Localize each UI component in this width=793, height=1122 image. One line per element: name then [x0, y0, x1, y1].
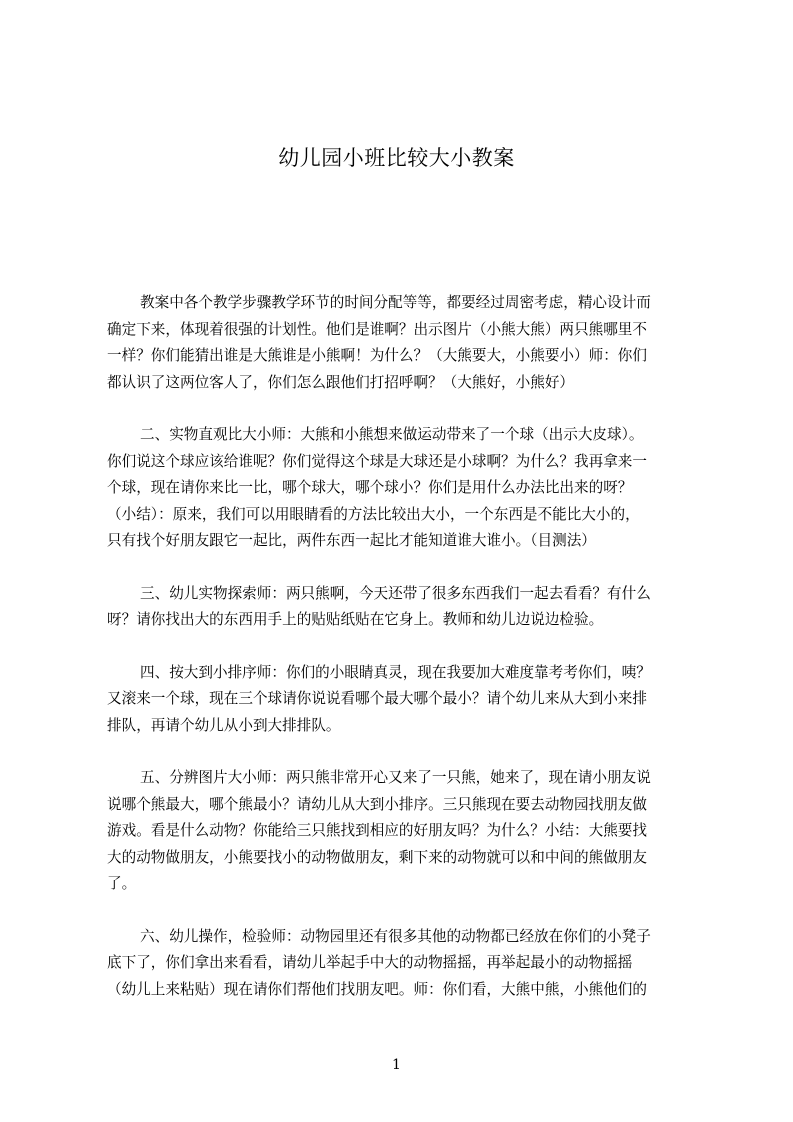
paragraph-intro [107, 290, 700, 396]
paragraph-line: 三、幼儿实物探索师：两只熊啊，今天还带了很多东西我们一起去看看？有什么 [140, 584, 651, 602]
paragraph-section-5 [107, 765, 700, 898]
paragraph-line: 说哪个熊最大，哪个熊最小？请幼儿从大到小排序。三只熊现在要去动物园找朋友做 [107, 795, 647, 813]
paragraph-line: 游戏。看是什么动物？你能给三只熊找到相应的好朋友吗？为什么？小结：大熊要找 [107, 822, 647, 839]
page-number: 1 [392, 1057, 401, 1073]
paragraph-line: 六、幼儿操作，检验师：动物园里还有很多其他的动物都已经放在你们的小凳子 [140, 927, 651, 945]
document-title: 幼儿园小班比较大小教案 [278, 146, 515, 170]
paragraph-line: 都认识了这两位客人了，你们怎么跟他们打招呼啊？（大熊好，小熊好） [107, 373, 575, 391]
paragraph-line: 只有找个好朋友跟它一起比，两件东西一起比才能知道谁大谁小。（目测法） [107, 532, 596, 549]
paragraph-line: 了。 [107, 875, 137, 892]
paragraph-line: 又滚来一个球，现在三个球请你说说看哪个最大哪个最小？请个幼儿来从大到小来排 [107, 690, 647, 707]
paragraph-section-6 [107, 924, 700, 1004]
paragraph-line: 你们说这个球应该给谁呢？你们觉得这个球是大球还是小球啊？为什么？我再拿来一 [107, 452, 647, 470]
paragraph-line: 二、实物直观比大小师：大熊和小熊想来做运动带来了一个球（出示大皮球）。 [140, 426, 644, 443]
paragraph-section-4 [107, 660, 700, 740]
paragraph-section-2 [107, 422, 700, 555]
paragraph-line: 底下了，你们拿出来看看，请幼儿举起手中大的动物摇摇，再举起最小的动物摇摇 [107, 954, 633, 971]
paragraph-line: 四、按大到小排序师：你们的小眼睛真灵，现在我要加大难度靠考考你们，咦？ [140, 663, 651, 681]
paragraph-line: 一样？你们能猜出谁是大熊谁是小熊啊！为什么？（大熊要大，小熊要小）师：你们 [107, 347, 647, 364]
paragraph-section-3 [107, 581, 700, 634]
paragraph-line: 五、分辨图片大小师：两只熊非常开心又来了一只熊，她来了，现在请小朋友说 [140, 769, 651, 786]
document-body [107, 290, 700, 1029]
paragraph-line: （小结）：原来，我们可以用眼睛看的方法比较出大小，一个东西是不能比大小的， [107, 505, 640, 523]
paragraph-line: 教案中各个教学步骤教学环节的时间分配等等，都要经过周密考虑，精心设计而 [140, 294, 651, 311]
paragraph-line: （幼儿上来粘贴）现在请你们帮他们找朋友吧。师：你们看，大熊中熊，小熊他们的 [107, 980, 647, 998]
paragraph-line: 个球，现在请你来比一比，哪个球大，哪个球小？你们是用什么办法比出来的呀？ [107, 479, 633, 496]
paragraph-line: 确定下来，体现着很强的计划性。他们是谁啊？出示图片（小熊大熊）两只熊哪里不 [107, 320, 647, 338]
paragraph-line: 呀？请你找出大的东西用手上的贴贴纸贴在它身上。教师和幼儿边说边检验。 [107, 611, 604, 628]
paragraph-line: 大的动物做朋友，小熊要找小的动物做朋友，剩下来的动物就可以和中间的熊做朋友 [107, 848, 647, 866]
paragraph-line: 排队，再请个幼儿从小到大排排队。 [107, 716, 341, 734]
